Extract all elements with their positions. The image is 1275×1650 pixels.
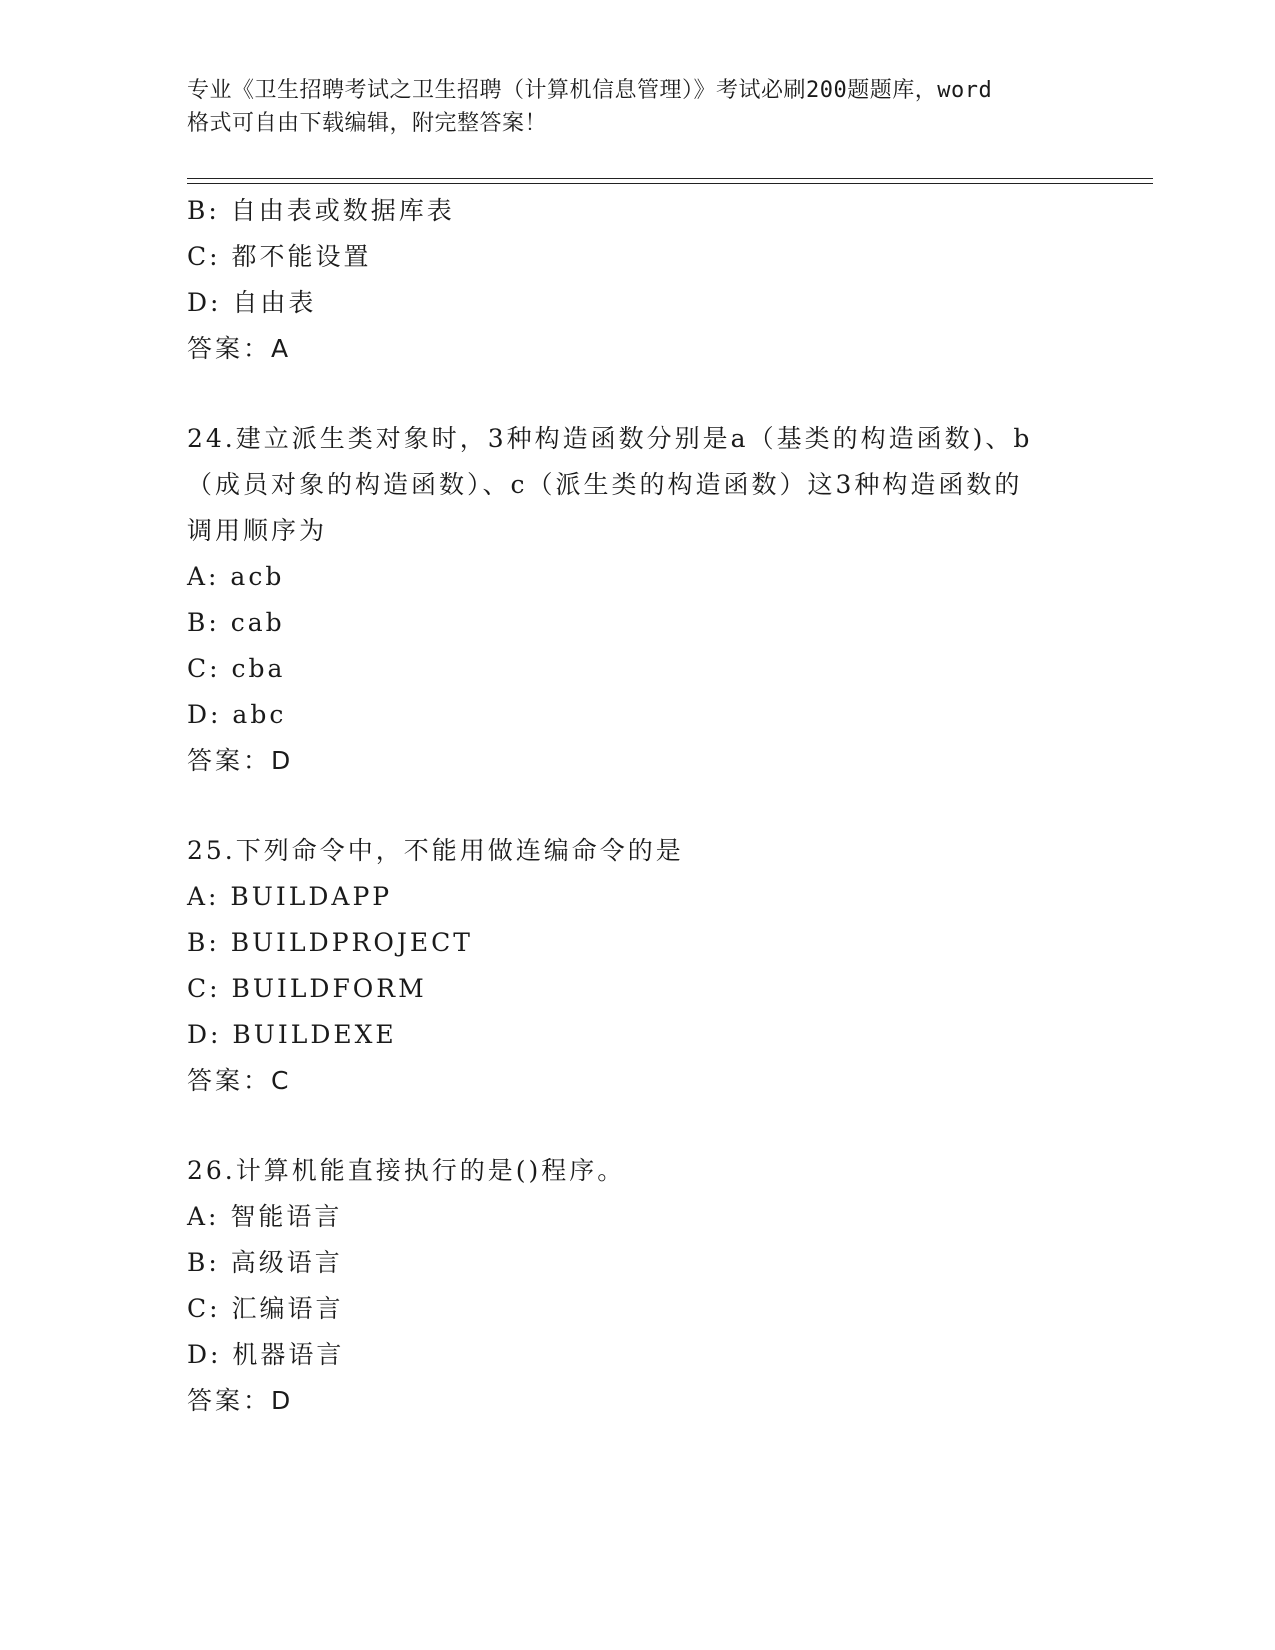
question-stem: 24.建立派生类对象时，3种构造函数分别是a（基类的构造函数)、b [187,424,1033,453]
header-rule-bottom [187,183,1153,184]
option-b: B: 高级语言 [187,1248,343,1277]
option-c: C: cba [187,654,286,683]
option-a: A: BUILDAPP [187,882,393,911]
option-d: D: 机器语言 [187,1340,345,1369]
header-title-line1: 专业《卫生招聘考试之卫生招聘（计算机信息管理）》考试必刷200题题库，word [187,78,993,103]
option-d: D: 自由表 [187,288,317,317]
question-list [187,188,1087,1424]
option-c: C: 都不能设置 [187,242,372,271]
question-stem: （成员对象的构造函数）、c（派生类的构造函数）这3种构造函数的 [187,470,1023,499]
option-c: C: BUILDFORM [187,974,427,1003]
answer: 答案：D [187,746,294,775]
option-a: A: acb [187,562,285,591]
question-stem: 调用顺序为 [187,516,328,545]
page-header [187,74,1087,140]
option-a: A: 智能语言 [187,1202,343,1231]
answer: 答案：D [187,1386,294,1415]
option-c: C: 汇编语言 [187,1294,344,1323]
question-25 [187,828,1087,1104]
answer: 答案：C [187,1066,292,1095]
option-b: B: cab [187,608,285,637]
header-title-line2: 格式可自由下载编辑，附完整答案！ [187,111,548,136]
option-d: D: BUILDEXE [187,1020,397,1049]
question-26 [187,1148,1087,1424]
option-d: D: abc [187,700,287,729]
option-b: B: 自由表或数据库表 [187,196,455,225]
answer: 答案：A [187,334,292,363]
header-rule-top [187,178,1153,179]
question-stem: 26.计算机能直接执行的是()程序。 [187,1156,626,1185]
option-b: B: BUILDPROJECT [187,928,473,957]
question-24 [187,416,1087,784]
question-23 [187,188,1087,372]
question-stem: 25.下列命令中，不能用做连编命令的是 [187,836,684,865]
